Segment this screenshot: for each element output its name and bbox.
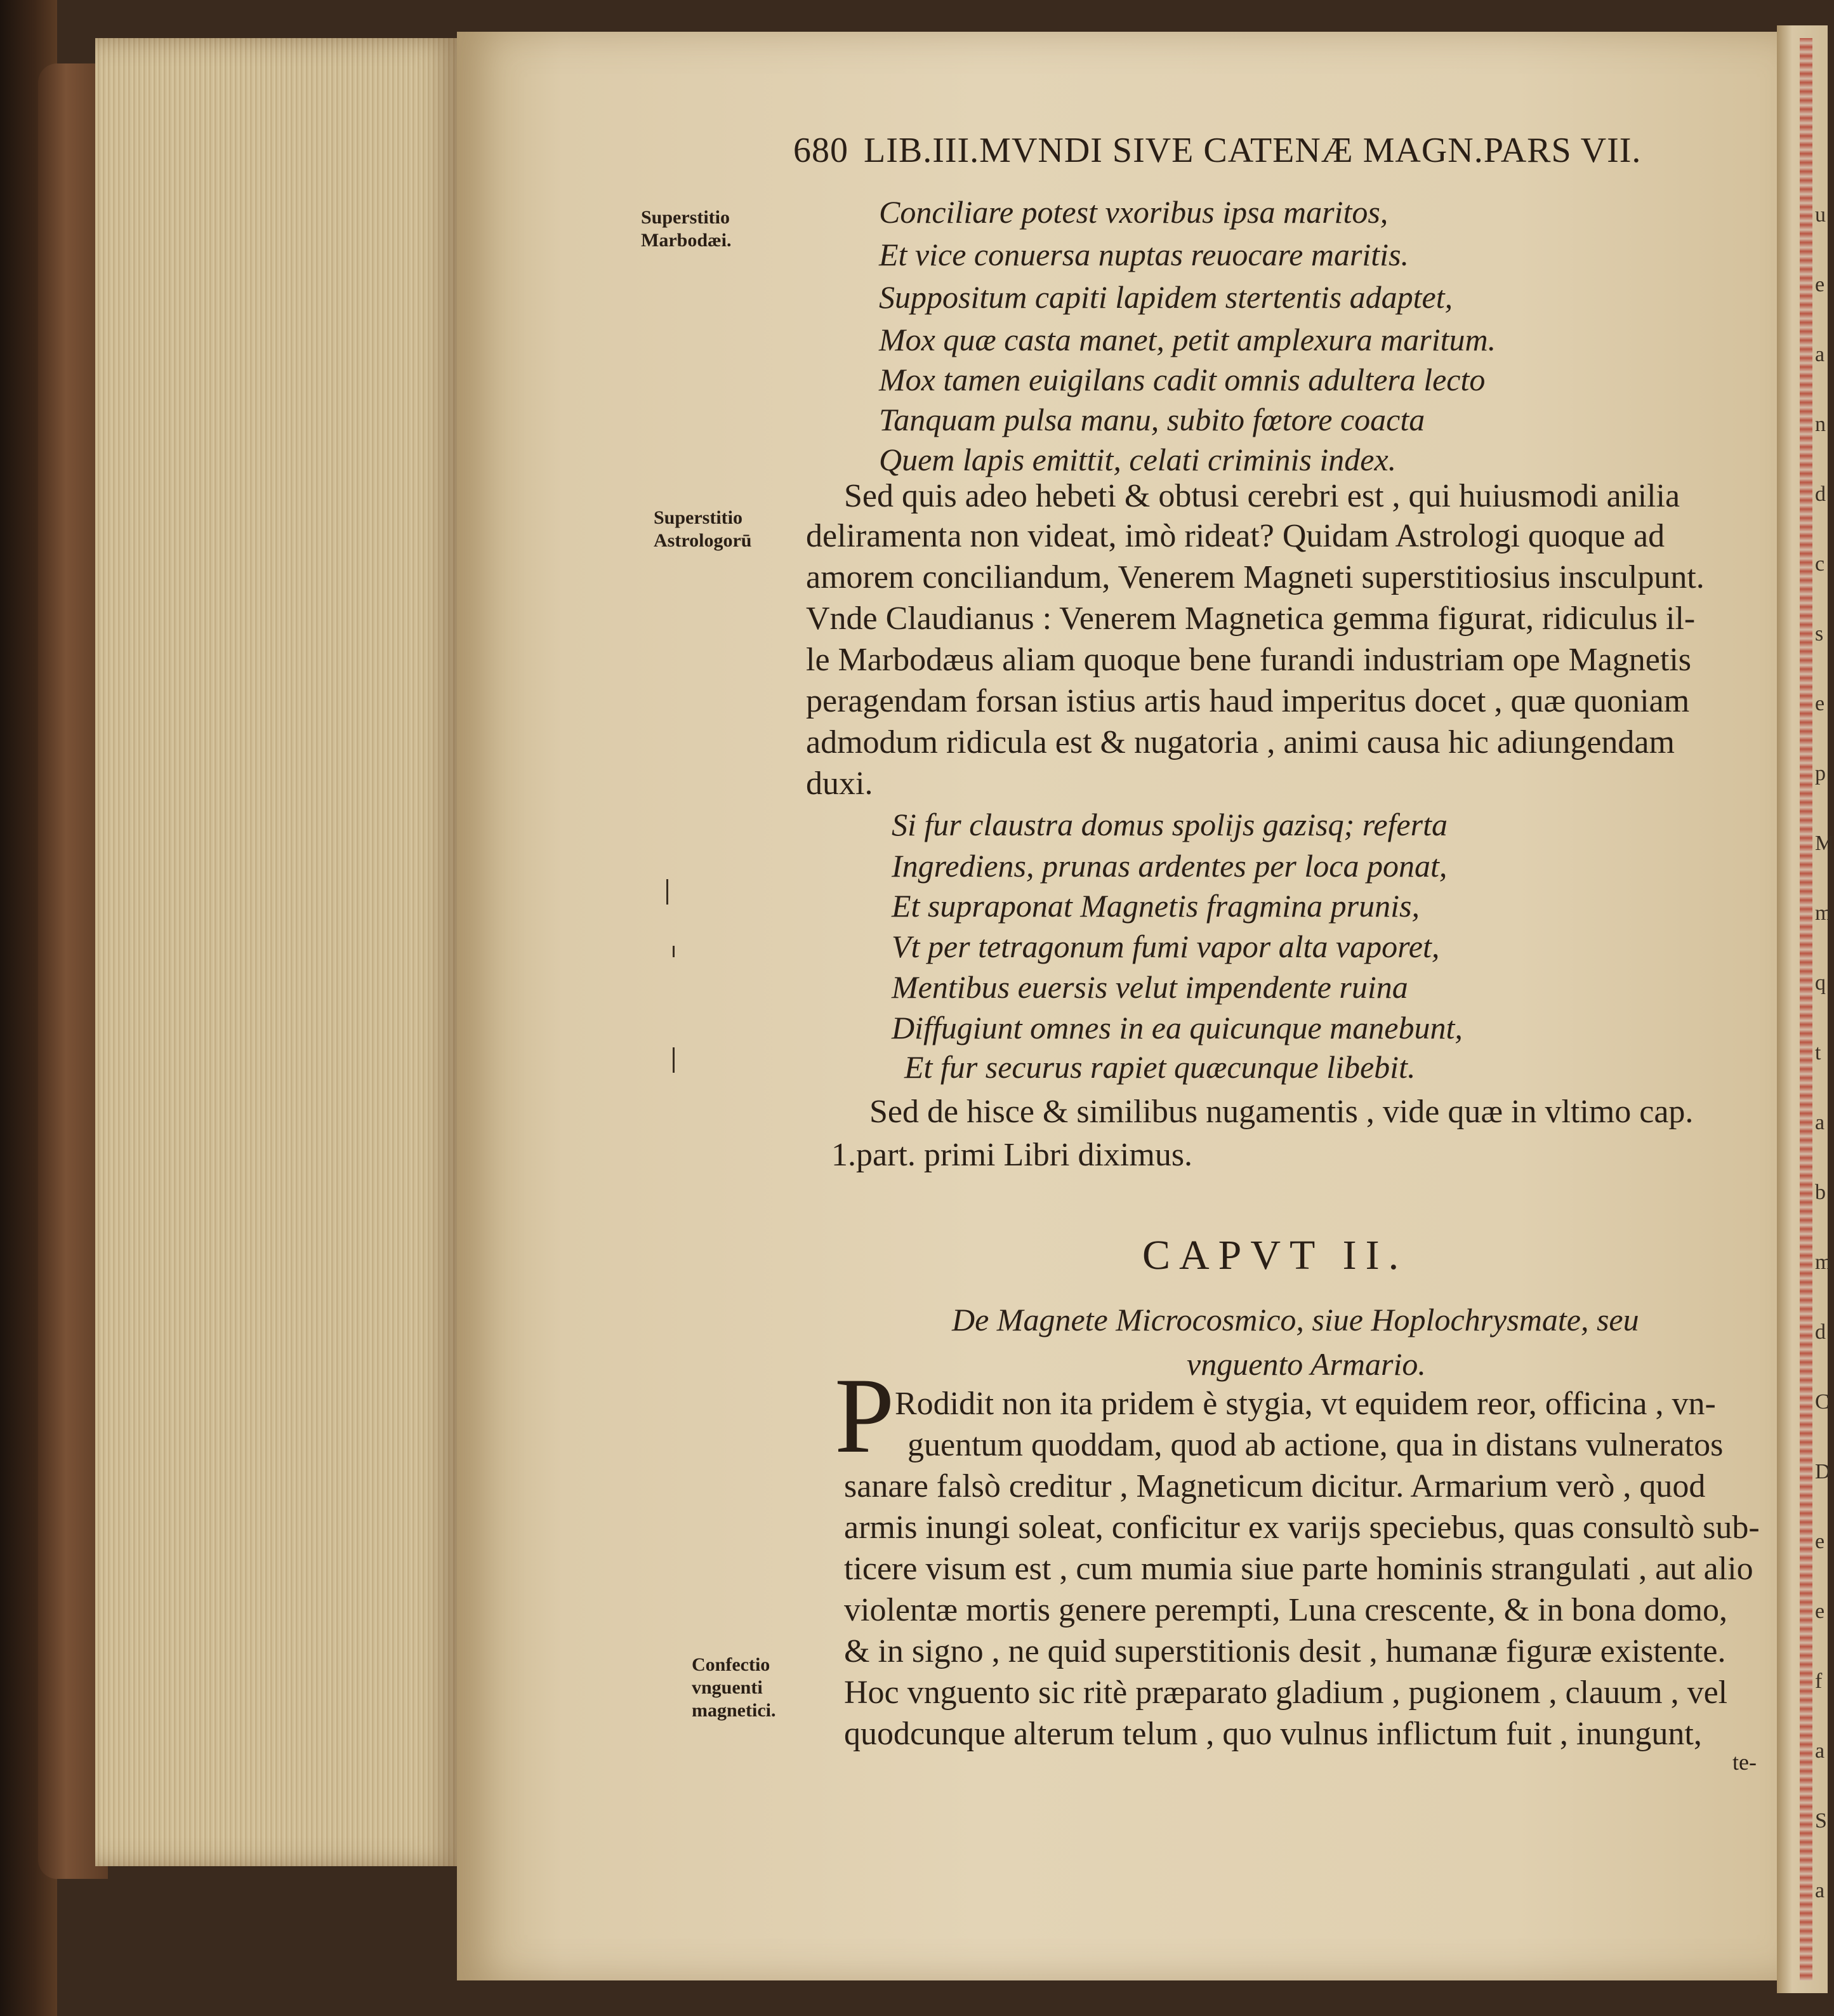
verse-line: Et fur securus rapiet quæcunque libebit. [904,1049,1416,1085]
chapter-title: CAPVT II. [1142,1232,1408,1278]
prose-line: Hoc vnguento sic ritè præparato gladium , pugionem , clauum , vel [844,1674,1728,1711]
facing-page-letter: a [1815,1739,1825,1763]
running-head [793,130,1720,175]
verse-line: Suppositum capiti lapidem stertentis adaptet, [879,279,1453,315]
margin-mark [673,946,675,957]
verse-line: Vt per tetragonum fumi vapor alta vaporet, [892,929,1440,964]
prose-line: Rodidit non ita pridem è stygia, vt equidem reor, officina , vn- [895,1386,1716,1422]
facing-page-letter: b [1815,1181,1826,1204]
facing-page-letter: s [1815,622,1824,646]
verse-line: Mox tamen euigilans cadit omnis adultera lecto [879,362,1486,397]
facing-page-letter: p [1815,762,1826,785]
facing-page-letter: d [1815,482,1826,506]
verse-line: Mentibus euersis velut impendente ruina [892,969,1408,1005]
facing-page-letter: e [1815,1530,1825,1553]
verse-line: Conciliare potest vxoribus ipsa maritos, [879,194,1389,230]
prose-line: armis inungi soleat, conficitur ex varijs speciebus, quas consultò sub- [844,1509,1760,1546]
facing-page-letter: c [1815,552,1825,576]
facing-page-letter: M [1815,832,1834,855]
marginal-note-line: Superstitio [654,507,743,528]
marginal-note [641,206,732,252]
verse-line: Et vice conuersa nuptas reuocare maritis. [879,237,1409,272]
facing-page-letter: S [1815,1809,1827,1833]
verse-line: Si fur claustra domus spolijs gazisq; referta [892,807,1448,842]
page-number: 680 [793,131,848,170]
facing-page-letter: q [1815,971,1826,995]
verse-line: Et supraponat Magnetis fragmina prunis, [892,888,1420,924]
marginal-note-line: vnguenti [692,1677,763,1698]
marginal-note [692,1654,775,1722]
facing-page-letter: n [1815,413,1826,436]
prose-line: Sed quis adeo hebeti & obtusi cerebri est , qui huiusmodi anilia [844,478,1680,514]
prose-line: quodcunque alterum telum , quo vulnus inflictum fuit , inungunt, [844,1716,1702,1752]
marginal-note-line: Astrologorū [654,530,752,551]
chapter-subtitle: vnguento Armario. [1187,1346,1426,1382]
prose-line: violentæ mortis genere perempti, Luna crescente, & in bona domo, [844,1592,1728,1628]
prose-line: amorem conciliandum, Venerem Magneti superstitiosius insculpunt. [806,559,1705,595]
marginal-note [654,507,751,552]
verse-line: Tanquam pulsa manu, subito fœtore coacta [879,402,1425,437]
prose-line: Sed de hisce & similibus nugamentis , vide quæ in vltimo cap. [869,1094,1694,1130]
facing-page-letter: m [1815,901,1832,925]
marginal-note-line: magnetici. [692,1700,776,1721]
prose-line: le Marbodæus aliam quoque bene furandi industriam ope Magnetis [806,642,1692,678]
catchword: te- [1732,1749,1757,1775]
verse-line: Quem lapis emittit, celati criminis index. [879,442,1397,477]
prose-line: deliramenta non videat, imò rideat? Quidam Astrologi quoque ad [806,518,1665,554]
margin-mark [673,1047,675,1073]
marginal-note-line: Superstitio [641,207,730,228]
verse-line: Diffugiunt omnes in ea quicunque manebunt, [892,1010,1463,1045]
page-block-edges [95,38,463,1866]
marginal-note-line: Confectio [692,1654,770,1675]
prose-line: 1.part. primi Libri diximus. [831,1137,1193,1173]
prose-line: peragendam forsan istius artis haud imperitus docet , quæ quoniam [806,683,1690,719]
facing-page-letter: d [1815,1320,1826,1344]
prose-line: & in signo , ne quid superstitionis desit , humanæ figuræ existente. [844,1633,1726,1669]
facing-page-letter: t [1815,1041,1821,1064]
marginal-note-line: Marbodæi. [641,230,732,251]
chapter-subtitle: De Magnete Microcosmico, siue Hoplochrysmate, seu [952,1302,1639,1337]
prose-line: ticere visum est , cum mumia siue parte hominis strangulati , aut alio [844,1551,1753,1587]
prose-line: Vnde Claudianus : Venerem Magnetica gemma figurat, ridiculus il- [806,600,1696,637]
prose-line: admodum ridicula est & nugatoria , animi causa hic adiungendam [806,724,1675,760]
facing-page-letter: a [1815,1879,1825,1902]
facing-page-letter: a [1815,1111,1825,1134]
margin-mark [666,879,668,905]
prose-line: sanare falsò creditur , Magneticum dicitur. Armarium verò , quod [844,1468,1706,1504]
running-head-title: LIB.III.MVNDI SIVE CATENÆ MAGN.PARS VII. [864,131,1642,170]
facing-page-letter: e [1815,273,1825,296]
facing-page-letter: f [1815,1669,1823,1693]
drop-cap: P [835,1356,895,1475]
facing-page-letter: D [1815,1460,1831,1483]
facing-page-letter: a [1815,343,1825,366]
facing-page-letter: m [1815,1250,1832,1274]
facing-page-letter: u [1815,203,1826,227]
verse-line: Ingrediens, prunas ardentes per loca ponat, [892,848,1448,884]
verse-line: Mox quæ casta manet, petit amplexura maritum. [879,322,1496,357]
prose-line: guentum quoddam, quod ab actione, qua in distans vulneratos [907,1427,1724,1463]
facing-page-letter: C [1815,1390,1830,1414]
facing-page-letter: e [1815,1600,1825,1623]
red-page-edge [1800,38,1812,1980]
facing-page-letter: e [1815,692,1825,715]
prose-line: duxi. [806,766,873,802]
